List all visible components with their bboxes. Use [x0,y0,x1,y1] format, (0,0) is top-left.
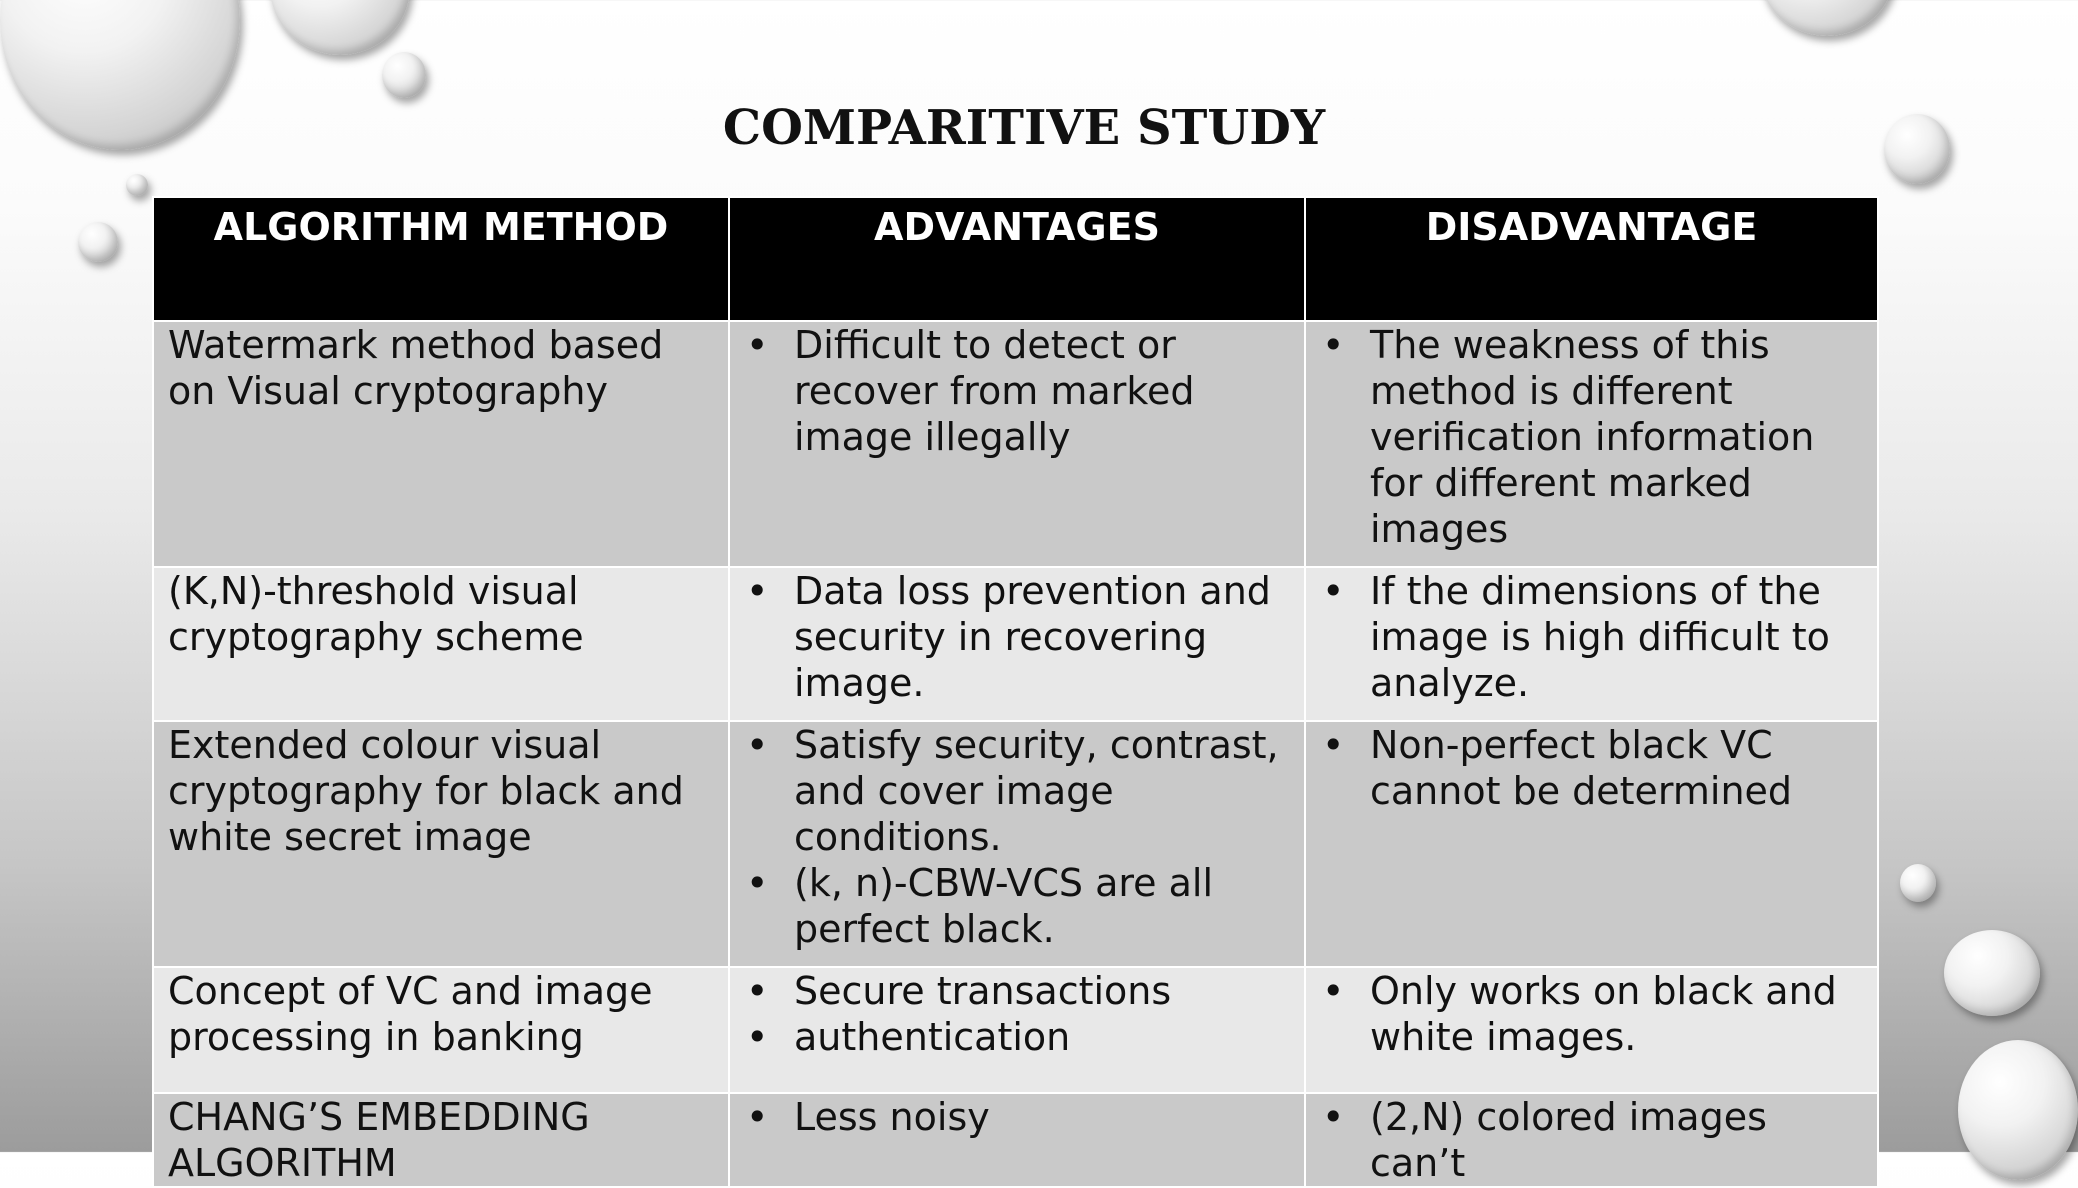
advantages-list [744,322,1296,460]
disadvantages-list [1320,1094,1869,1186]
disadvantages-cell [1305,967,1878,1093]
table-row [153,321,1878,567]
water-drop-decoration [78,222,118,262]
table-row [153,967,1878,1093]
advantages-list [744,722,1296,952]
advantage-item: • Less noisy [744,1094,1296,1140]
disadvantages-list [1320,568,1869,706]
disadvantages-cell [1305,721,1878,967]
header-disadvantage: DISADVANTAGE [1305,197,1878,321]
disadvantages-cell [1305,567,1878,721]
method-cell: CHANG’S EMBEDDING ALGORITHM [153,1093,729,1187]
advantage-item: • Data loss prevention and security in recovering image. [744,568,1296,706]
water-drop-decoration [126,174,148,196]
table-row [153,567,1878,721]
header-algorithm-method: ALGORITHM METHOD [153,197,729,321]
disadvantages-list [1320,322,1869,552]
table-row [153,721,1878,967]
advantages-list [744,568,1296,706]
advantage-item: • (k, n)-CBW-VCS are all perfect black. [744,860,1296,952]
advantages-cell [729,321,1305,567]
disadvantage-item: • If the dimensions of the image is high difficult to analyze. [1320,568,1869,706]
advantage-item: • Difficult to detect or recover from marked image illegally [744,322,1296,460]
advantages-cell [729,967,1305,1093]
disadvantages-list [1320,722,1869,814]
disadvantage-item: • Only works on black and white images. [1320,968,1869,1060]
advantages-list [744,968,1296,1060]
method-cell: (K,N)-threshold visual cryptography scheme [153,567,729,721]
table-row [153,1093,1878,1187]
method-cell: Concept of VC and image processing in banking [153,967,729,1093]
comparison-table [152,196,1879,1188]
disadvantage-item: • (2,N) colored images can’t [1320,1094,1869,1186]
advantages-list [744,1094,1296,1140]
water-drop-decoration [1900,864,1936,902]
water-drop-decoration [270,0,410,55]
disadvantages-list [1320,968,1869,1060]
advantage-item: • Secure transactions [744,968,1296,1014]
disadvantage-item: • Non-perfect black VC cannot be determined [1320,722,1869,814]
method-cell: Watermark method based on Visual cryptography [153,321,729,567]
slide-title: COMPARITIVE STUDY [722,100,1326,156]
disadvantages-cell [1305,321,1878,567]
advantages-cell [729,567,1305,721]
header-advantages: ADVANTAGES [729,197,1305,321]
advantage-item: • Satisfy security, contrast, and cover image conditions. [744,722,1296,860]
disadvantages-cell [1305,1093,1878,1187]
table-header-row [153,197,1878,321]
water-drop-decoration [1944,930,2040,1016]
water-drop-decoration [1760,0,1894,36]
water-drop-decoration [382,52,426,98]
advantages-cell [729,721,1305,967]
advantage-item: • authentication [744,1014,1296,1060]
water-drop-decoration [1958,1040,2078,1180]
method-cell: Extended colour visual cryptography for black and white secret image [153,721,729,967]
advantages-cell [729,1093,1305,1187]
disadvantage-item: • The weakness of this method is different verification information for different marked images [1320,322,1869,552]
